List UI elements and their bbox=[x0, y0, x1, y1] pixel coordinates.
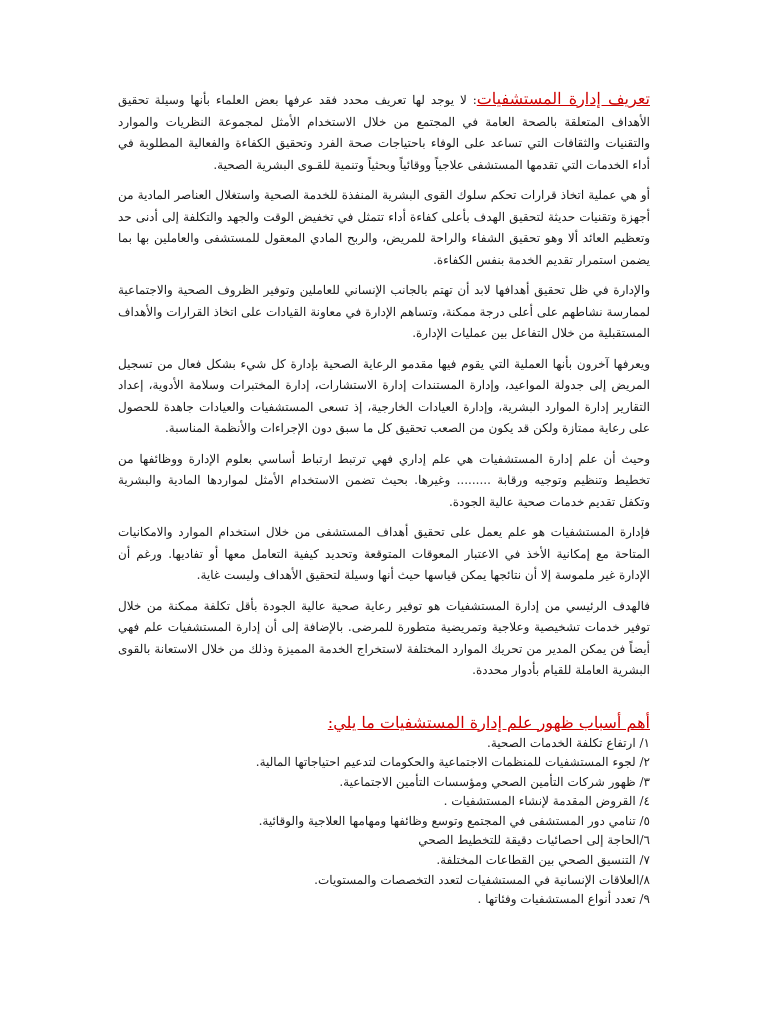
list-item: ٩/ تعدد أنواع المستشفيات وفئاتها . bbox=[477, 892, 650, 907]
paragraph-human-side: والإدارة في ظل تحقيق أهدافها لابد أن تهتم بالجانب الإنساني للعاملين وتوفير الظروف الصحية والاجتماعية لممارسة نشاطهم على أعلى درجة ممكنة، وتساهم الإدارة في معاونة القيادات على اتخاذ القرارات والأهداف المستقبلية من خلال التفاعل بين عمليات الإدارة. bbox=[118, 283, 650, 340]
list-item: ٣/ ظهور شركات التأمين الصحي ومؤسسات التأمين الاجتماعية. bbox=[339, 774, 650, 789]
list-item: ٢/ لجوء المستشفيات للمنظمات الاجتماعية والحكومات لتدعيم احتياجاتها المالية. bbox=[255, 755, 650, 770]
list-item: ١/ ارتفاع تكلفة الخدمات الصحية. bbox=[487, 735, 650, 750]
list-item: ٧/ التنسيق الصحي بين القطاعات المختلفة. bbox=[436, 853, 650, 868]
paragraph-management-science: وحيث أن علم إدارة المستشفيات هي علم إداري فهي ترتبط ارتباط أساسي بعلوم الإدارة ووظائفها من تخطيط وتنظيم وتوجيه ورقابة ......... وغيرها. بحيث تضمن الاستخدام الأمثل لمواردها المادية والبشرية وتكفل تقديم خدمات صحية عالية الجودة. bbox=[118, 451, 650, 509]
paragraph-hospital-management-science: فإدارة المستشفيات هو علم يعمل على تحقيق أهداف المستشفى من خلال استخدام الموارد والامكانيات المتاحة مع إمكانية الأخذ في الاعتبار المعوقات المتوقعة وتحديد كيفية التعامل معها أو تفاديها. ورغم أن الإدارة غير ملموسة إلا أن نتائجها يمكن قياسها حيث أنها وسيلة لتحقيق الأهداف وليست غاية. bbox=[118, 525, 650, 582]
list-item: ٨/العلاقات الإنسانية في المستشفيات لتعدد التخصصات والمستويات. bbox=[314, 872, 650, 887]
reasons-list bbox=[118, 734, 650, 910]
list-item: ٤/ القروض المقدمة لإنشاء المستشفيات . bbox=[443, 794, 650, 809]
paragraph-other-definition: ويعرفها آخرون بأنها العملية التي يقوم فيها مقدمو الرعاية الصحية بإدارة كل شيء بشكل فعال من تسجيل المريض إلى جدولة المواعيد، وإدارة المستندات إدارة الاستشارات، إدارة المختبرات وسلامة الأدوية، إعداد التقارير إدارة الموارد البشرية، وإدارة العيادات الخارجية، إذ تسعى المستشفيات والعيادات جاهدة للحصول على رعاية ممتازة ولكن قد يكون من الصعب تحقيق كل ما سبق دون الإجراءات والأنظمة المناسبة. bbox=[118, 356, 650, 435]
definition-title: تعريف إدارة المستشفيات bbox=[476, 89, 650, 108]
list-item: ٥/ تنامي دور المستشفى في المجتمع وتوسع وظائفها ومهامها العلاجية والوقائية. bbox=[258, 813, 650, 828]
paragraph-decision-making: أو هي عملية اتخاذ قرارات تحكم سلوك القوى البشرية المنفذة للخدمة الصحية واستغلال العناصر المادية من أجهزة وتقنيات حديثة لتحقيق الهدف بأعلى كفاءة أداء تتمثل في تخفيض الوقت والجهد والتكلفة إلى أدنى حد وتعظيم العائد ألا وهو تحقيق الشفاء والراحة للمريض، والربح المادي المعقول للمستشفى والعاملين بها بما يضمن استمرار تقديم الخدمة بنفس الكفاءة. bbox=[118, 188, 650, 267]
reasons-heading bbox=[118, 712, 650, 734]
paragraph-main-goal: فالهدف الرئيسي من إدارة المستشفيات هو توفير رعاية صحية عالية الجودة بأقل تكلفة ممكنة من خلال توفير خدمات تشخيصية وعلاجية وتمريضية متطورة للمرضى. بالإضافة إلى أن إدارة المستشفيات علم فهي أيضاً فن يمكن المدير من تحريك الموارد المختلفة لاستخراج الخدمة المميزة وذلك من خلال الاستعانة بالقوى البشرية العاملة للقيام بأدوار محددة. bbox=[118, 598, 650, 677]
list-item: ٦/الحاجة إلى احصائيات دقيقة للتخطيط الصحي bbox=[418, 833, 650, 848]
definition-paragraph bbox=[118, 88, 650, 176]
definition-text: : لا يوجد لها تعريف محدد فقد عرفها بعض العلماء بأنها وسيلة تحقيق الأهداف المتعلقة بالصحة العامة في المجتمع من خلال الاستخدام الأمثل لمجموعة النظريات والموارد والتقنيات والثقافات التي تساعد على الوفاء باحتياجات صحة الفرد وتحقيق الكفاءة والفعالية المطلوبة في أداء الخدمات التي تقدمها المستشفى علاجياً ووقائياً وبحثياً وتنمية للقـوى البشرية الصحية. bbox=[118, 93, 650, 172]
reasons-title: أهم أسباب ظهور علم إدارة المستشفيات ما يلي: bbox=[327, 712, 650, 732]
document-page bbox=[118, 88, 650, 910]
